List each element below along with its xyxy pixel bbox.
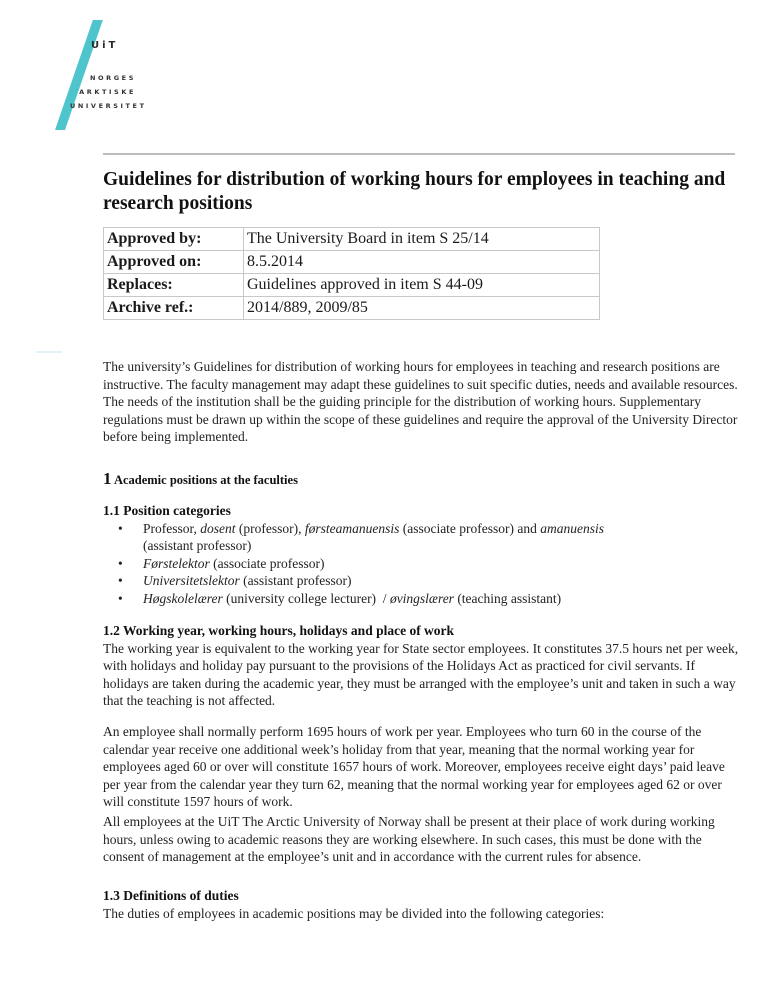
meta-label: Archive ref.: (104, 297, 244, 320)
paragraph: The working year is equivalent to the working year for State sector employees. It constitutes 37.5 hours net per week, with holidays and holiday pay pursuant to the provisions of the Holidays Act as practiced for civil servants. If holidays are taken during the academic year, they must be arranged with the employee’s unit and taken in such a way that the teaching is not affected. (103, 640, 739, 708)
table-row (104, 274, 600, 297)
paragraph: All employees at the UiT The Arctic University of Norway shall be present at their place of work during working hours, unless owing to academic reasons they are working elsewhere. In such cases, this must be done with the consent of management at the employee’s unit and in accordance with the current rules for absence. (103, 814, 715, 864)
list-item: • Universitetslektor (assistant professor) (143, 572, 743, 590)
position-category-list (103, 520, 743, 608)
list-item: • Høgskolelærer (university college lecturer) / øvingslærer (teaching assistant) (143, 590, 743, 608)
intro-paragraph: The university’s Guidelines for distribution of working hours for employees in teaching and research positions are instructive. The faculty management may adapt these guidelines to suit specific duties, needs and available resources. The needs of the institution shall be the guiding principle for the distribution of working hours. Supplementary regulations must be drawn up within the scope of these guidelines and require the approval of the University Director before being implemented. (103, 359, 738, 444)
logo-wordmark: UiT (91, 40, 119, 51)
section-1-heading (103, 469, 298, 489)
meta-value: Guidelines approved in item S 44-09 (244, 274, 600, 297)
margin-marker (36, 351, 62, 353)
section-1-3-heading: 1.3 Definitions of duties (103, 888, 239, 903)
paragraph: The duties of employees in academic positions may be divided into the following categories: (103, 905, 605, 921)
section-1-2 (103, 622, 743, 710)
meta-label: Approved by: (104, 228, 244, 251)
meta-label: Approved on: (104, 251, 244, 274)
list-item: • Professor, dosent (professor), førsteamanuensis (associate professor) and amanuensis (assistant professor) (143, 520, 743, 555)
section-1-1 (103, 502, 743, 607)
section-1-2-heading: 1.2 Working year, working hours, holidays and place of work (103, 623, 455, 638)
list-item: • Førstelektor (associate professor) (143, 555, 743, 573)
section-1-3 (103, 887, 743, 922)
meta-value: 8.5.2014 (244, 251, 600, 274)
logo-subtitle: NORGES ARKTISKE UNIVERSITET (70, 74, 147, 110)
uit-logo (0, 0, 250, 140)
table-row (104, 251, 600, 274)
table-row (104, 297, 600, 320)
table-row (104, 228, 600, 251)
meta-label: Replaces: (104, 274, 244, 297)
meta-value: 2014/889, 2009/85 (244, 297, 600, 320)
header-divider (103, 153, 735, 155)
section-1-1-heading: 1.1 Position categories (103, 503, 231, 518)
metadata-table (103, 227, 600, 320)
paragraph: An employee shall normally perform 1695 hours of work per year. Employees who turn 60 in the course of the calendar year receive one additional week’s holiday from that year, meaning that the normal working year for employees aged 60 or over will constitute 1657 hours of work. Moreover, employees receive eight days’ paid leave per year from the calendar year they turn 62, meaning that the normal working year for employees aged 62 or over will constitute 1597 hours of work. (103, 724, 725, 809)
section-title: Academic positions at the faculties (113, 473, 298, 487)
meta-value: The University Board in item S 25/14 (244, 228, 600, 251)
document-title: Guidelines for distribution of working hours for employees in teaching and research positions (103, 169, 726, 214)
section-number: 1 (103, 469, 112, 488)
